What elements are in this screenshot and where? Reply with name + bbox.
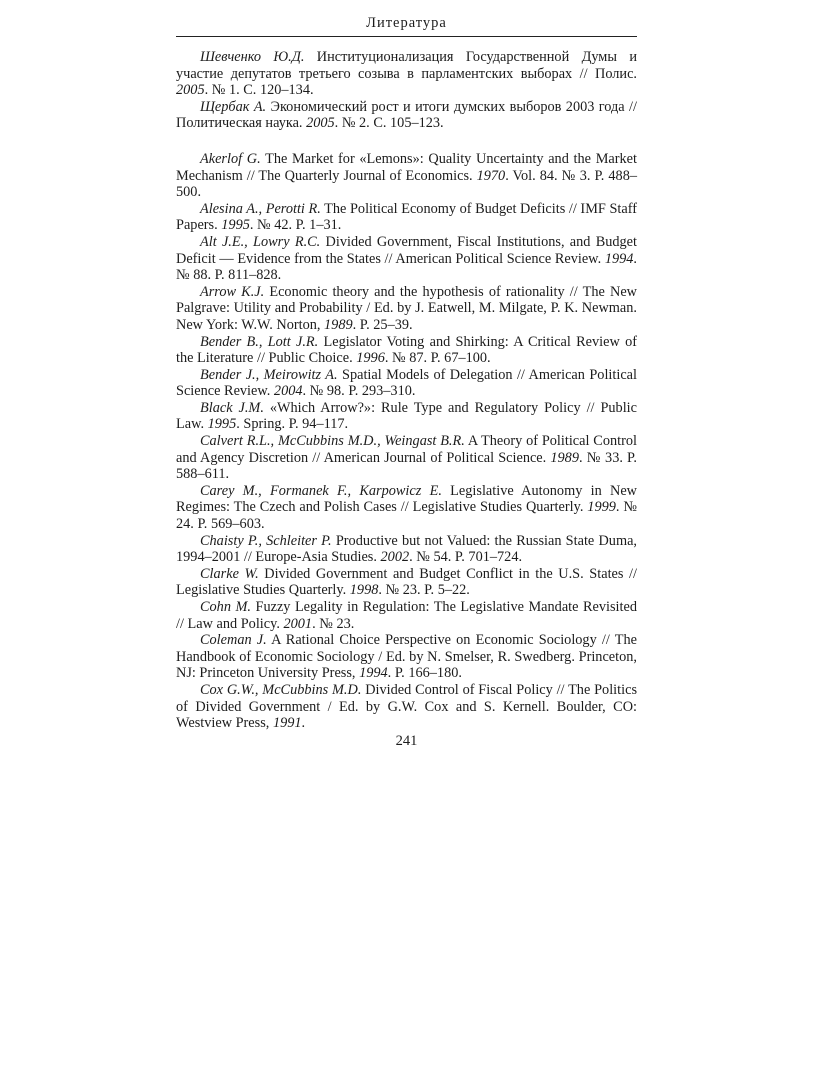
reference-authors: Black J.M. xyxy=(200,399,264,416)
reference-body: Legislator Voting and Shirking: A Critical Review of the Literature // Public Choice. xyxy=(176,333,637,367)
reference-entry xyxy=(176,566,637,599)
reference-body: The Market for «Lemons»: Quality Uncertainty and the Market Mechanism // The Quarterly Journal of Economics. xyxy=(176,150,637,184)
reference-authors: Coleman J. xyxy=(200,632,267,649)
reference-entry xyxy=(176,234,637,284)
reference-tail: . P. 166–180. xyxy=(387,665,462,682)
reference-year: 1994 xyxy=(359,665,388,682)
section-gap xyxy=(176,132,637,151)
reference-entry xyxy=(176,599,637,632)
reference-body: Divided Government, Fiscal Institutions, and Budget Deficit — Evidence from the States // American Political Science Review. xyxy=(176,233,637,267)
reference-body: Экономический рост и итоги думских выборов 2003 года // Политическая наука. xyxy=(176,98,637,132)
reference-list xyxy=(176,49,637,732)
reference-tail: . Vol. 84. № 3. P. 488–500. xyxy=(176,167,637,201)
reference-body: The Political Economy of Budget Deficits // IMF Staff Papers. xyxy=(176,200,637,234)
reference-year: 2005 xyxy=(306,115,335,132)
reference-year: 1996 xyxy=(356,350,385,367)
reference-tail: . № 87. P. 67–100. xyxy=(384,350,491,367)
reference-body: Divided Government and Budget Conflict in the U.S. States // Legislative Studies Quarterly. xyxy=(176,565,637,599)
reference-year: 2005 xyxy=(176,82,205,99)
reference-entry xyxy=(176,99,637,132)
reference-tail: . Spring. P. 94–117. xyxy=(236,416,349,433)
reference-year: 2004 xyxy=(273,383,303,400)
reference-year: 1989 xyxy=(324,316,353,333)
reference-entry xyxy=(176,682,637,732)
reference-tail: . № 23. xyxy=(312,615,355,632)
reference-body: Fuzzy Legality in Regulation: The Legislative Mandate Revisited // Law and Policy. xyxy=(176,599,637,632)
reference-authors: Alt J.E., Lowry R.C. xyxy=(200,233,321,250)
reference-year: 1994 xyxy=(604,250,634,267)
reference-authors: Carey M., Formanek F., Karpowicz E. xyxy=(200,482,442,499)
reference-year: 1995 xyxy=(207,416,237,433)
references-russian xyxy=(176,49,637,132)
reference-authors: Arrow K.J. xyxy=(200,283,265,300)
reference-authors: Cox G.W., McCubbins M.D. xyxy=(200,681,362,698)
reference-entry xyxy=(176,483,637,533)
reference-authors: Alesina A., Perotti R. xyxy=(200,200,321,217)
running-header: Литература xyxy=(366,15,447,31)
reference-body: Divided Control of Fiscal Policy // The Politics of Divided Government / Ed. by G.W. Cox and S. Kernell. Boulder, CO: Westview Press, xyxy=(176,681,638,732)
reference-year: 1998 xyxy=(349,582,379,599)
reference-entry xyxy=(176,151,637,201)
reference-body: Economic theory and the hypothesis of rationality // The New Palgrave: Utility and Probability / Ed. by J. Eatwell, M. Milgate, P. K. Newman. New York: W.W. Norton, xyxy=(176,283,638,333)
reference-tail: . № 24. P. 569–603. xyxy=(176,499,637,533)
reference-tail: . № 23. P. 5–22. xyxy=(378,582,470,599)
reference-entry xyxy=(176,400,637,433)
reference-authors: Clarke W. xyxy=(200,565,259,582)
reference-entry xyxy=(176,201,637,234)
reference-tail: . № 54. P. 701–724. xyxy=(409,549,523,566)
reference-year: 1989 xyxy=(550,449,579,466)
reference-body: Legislative Autonomy in New Regimes: The Czech and Polish Cases // Legislative Studies Quarterly. xyxy=(176,482,638,516)
reference-authors: Cohn M. xyxy=(200,599,251,615)
reference-entry xyxy=(176,433,637,483)
reference-authors: Akerlof G. xyxy=(200,150,261,167)
reference-tail: . № 98. P. 293–310. xyxy=(302,383,416,400)
reference-authors: Шевченко Ю.Д. xyxy=(200,49,305,65)
reference-entry xyxy=(176,49,637,99)
reference-body: «Which Arrow?»: Rule Type and Regulatory Policy // Public Law. xyxy=(176,399,637,433)
reference-body: Productive but not Valued: the Russian State Duma, 1994–2001 // Europe-Asia Studies. xyxy=(176,532,637,566)
reference-year: 1970 xyxy=(476,167,506,184)
header-rule xyxy=(176,36,637,37)
page-number: 241 xyxy=(395,733,418,749)
reference-tail: . № 2. С. 105–123. xyxy=(334,115,444,132)
reference-authors: Щербак А. xyxy=(200,98,267,115)
reference-entry xyxy=(176,284,637,334)
reference-tail: . № 1. С. 120–134. xyxy=(204,82,314,99)
reference-tail: . № 33. P. 588–611. xyxy=(176,449,638,483)
reference-tail: . № 42. P. 1–31. xyxy=(249,217,342,234)
reference-tail: . P. 25–39. xyxy=(352,316,413,333)
reference-authors: Calvert R.L., McCubbins M.D., Weingast B.R. xyxy=(200,433,465,450)
reference-year: 1991 xyxy=(272,715,302,732)
reference-body: Spatial Models of Delegation // American Political Science Review. xyxy=(176,366,637,400)
reference-year: 2002 xyxy=(380,549,410,566)
reference-entry xyxy=(176,533,637,566)
reference-authors: Bender J., Meirowitz A. xyxy=(200,366,338,383)
reference-year: 1999 xyxy=(587,499,616,516)
reference-authors: Chaisty P., Schleiter P. xyxy=(200,532,332,549)
reference-entry xyxy=(176,367,637,400)
reference-entry xyxy=(176,632,637,682)
reference-authors: Bender B., Lott J.R. xyxy=(200,333,319,350)
reference-year: 2001 xyxy=(283,615,313,632)
reference-body: A Rational Choice Perspective on Economic Sociology // The Handbook of Economic Sociology / Ed. by N. Smelser, R. Swedberg. Princeton, NJ: Princeton University Press, xyxy=(176,632,637,682)
reference-tail: . xyxy=(301,715,306,732)
reference-entry xyxy=(176,334,637,367)
references-english xyxy=(176,151,637,732)
reference-year: 1995 xyxy=(221,217,250,234)
reference-tail: . № 88. P. 811–828. xyxy=(176,250,637,284)
reference-body: Институционализация Государственной Думы и участие депутатов третьего созыва в парламентских выборах // Полис. xyxy=(176,49,637,82)
reference-body: A Theory of Political Control and Agency Discretion // American Journal of Political Science. xyxy=(176,433,637,466)
